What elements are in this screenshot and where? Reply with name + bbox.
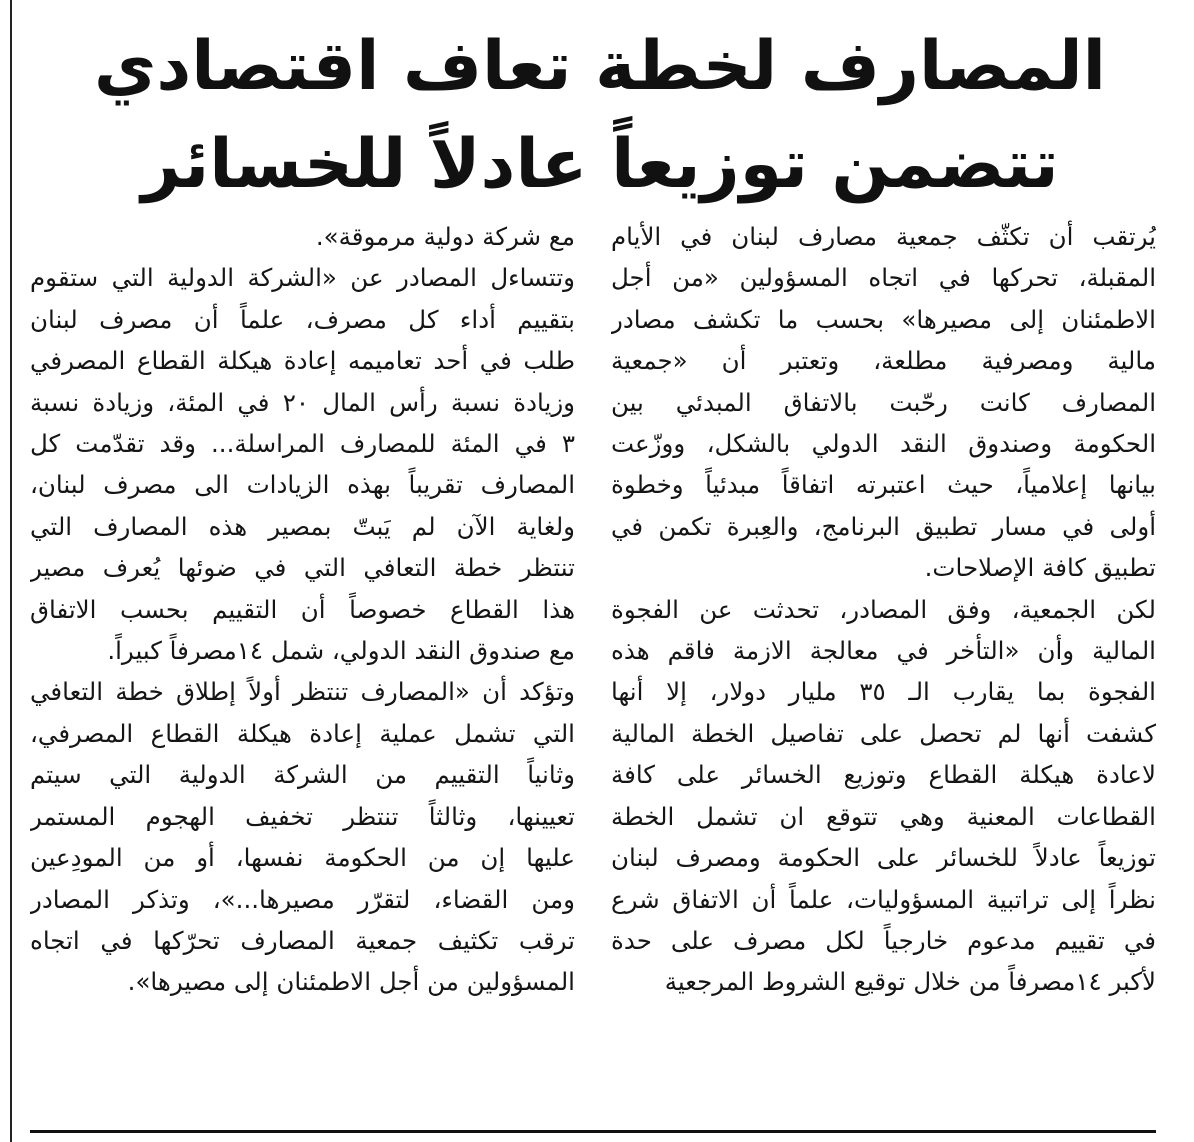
text-line: المسؤولين من أجل الاطمئنان إلى مصيرها».: [127, 967, 575, 997]
text-line: طلب في أحد تعاميمه إعادة هيكلة القطاع المصرفي: [30, 346, 575, 376]
text-line: كشفت أنها لم تحصل على تفاصيل الخطة المالية: [611, 718, 1156, 748]
headline-line-1: المصارف لخطة تعاف اقتصادي: [94, 27, 1106, 106]
text-line: وتؤكد أن «المصارف تنتظر أولاً إطلاق خطة التعافي: [30, 677, 575, 707]
text-line: مع صندوق النقد الدولي، شمل ١٤مصرفاً كبيراً.: [107, 636, 575, 666]
text-line: لأكبر ١٤مصرفاً من خلال توقيع الشروط المرجعية: [664, 967, 1156, 997]
text-line: هذا القطاع خصوصاً أن التقييم بحسب الاتفاق: [30, 594, 575, 624]
article-column-left: [30, 216, 575, 1003]
text-line: المقبلة، تحركها في اتجاه المسؤولين «من أجل: [611, 263, 1156, 293]
text-line: تعيينها، وثالثاً تنتظر تخفيف الهجوم المستمر: [30, 801, 575, 831]
text-line: بيانها إعلامياً، حيث اعتبرته اتفاقاً مبدئياً وخطوة: [611, 470, 1156, 500]
text-line: الاطمئنان إلى مصيرها» بحسب ما تكشف مصادر: [611, 304, 1156, 334]
text-line: لكن الجمعية، وفق المصادر، تحدثت عن الفجوة: [611, 594, 1156, 624]
article-column-right: [611, 216, 1156, 1003]
text-line: الفجوة بما يقارب الـ ٣٥ مليار دولار، إلا أنها: [611, 677, 1156, 707]
text-line: التي تشمل عملية إعادة هيكلة القطاع المصرفي،: [30, 718, 575, 748]
text-line: القطاعات المعنية وهي تتوقع ان تشمل الخطة: [611, 801, 1156, 831]
text-line: ومن القضاء، لتقرّر مصيرها...»، وتذكر المصادر: [30, 884, 575, 914]
text-line: لاعادة هيكلة القطاع وتوزيع الخسائر على كافة: [611, 760, 1156, 790]
text-line: ولغاية الآن لم يَبتّ بمصير هذه المصارف التي: [30, 511, 575, 541]
headline: [40, 18, 1160, 214]
text-line: نظراً إلى تراتبية المسؤوليات، علماً أن الاتفاق شرع: [611, 884, 1156, 914]
text-line: مالية ومصرفية مطلعة، وتعتبر أن «جمعية: [611, 346, 1156, 376]
text-line: عليها إن من الحكومة نفسها، أو من المودِعين: [30, 843, 575, 873]
text-line: ترقب تكثيف جمعية المصارف تحرّكها في اتجاه: [30, 925, 575, 955]
text-line: وزيادة نسبة رأس المال ٢٠ في المئة، وزيادة نسبة: [30, 387, 575, 417]
text-line: وثانياً التقييم من الشركة الدولية التي سيتم: [30, 760, 575, 790]
text-line: وتتساءل المصادر عن «الشركة الدولية التي ستقوم: [30, 263, 575, 293]
text-line: المالية وأن «التأخر في معالجة الازمة فاقم هذه: [611, 636, 1156, 666]
headline-line-2: تتضمن توزيعاً عادلاً للخسائر: [141, 125, 1059, 204]
text-line: تطبيق كافة الإصلاحات.: [924, 553, 1156, 583]
text-line: ٣ في المئة للمصارف المراسلة... وقد تقدّمت كل: [30, 429, 575, 459]
text-line: مع شركة دولية مرموقة».: [315, 222, 575, 251]
text-line: الحكومة وصندوق النقد الدولي بالشكل، ووزّعت: [611, 429, 1156, 459]
text-line: يُرتقب أن تكثّف جمعية مصارف لبنان في الأيام: [611, 222, 1156, 251]
text-line: في تقييم مدعوم خارجياً لكل مصرف على حدة: [611, 925, 1156, 955]
text-line: المصارف كانت رحّبت بالاتفاق المبدئي بين: [611, 387, 1156, 417]
text-line: بتقييم أداء كل مصرف، علماً أن مصرف لبنان: [30, 304, 575, 334]
left-border-rule: [10, 0, 12, 1142]
text-line: أولى في مسار تطبيق البرنامج، والعِبرة تكمن في: [611, 511, 1156, 541]
text-line: تنتظر خطة التعافي التي في ضوئها يُعرف مصير: [30, 553, 575, 583]
text-line: توزيعاً عادلاً للخسائر على الحكومة ومصرف لبنان: [611, 843, 1156, 873]
bottom-rule: [30, 1130, 1156, 1133]
text-line: المصارف تقريباً بهذه الزيادات الى مصرف لبنان،: [30, 470, 575, 500]
